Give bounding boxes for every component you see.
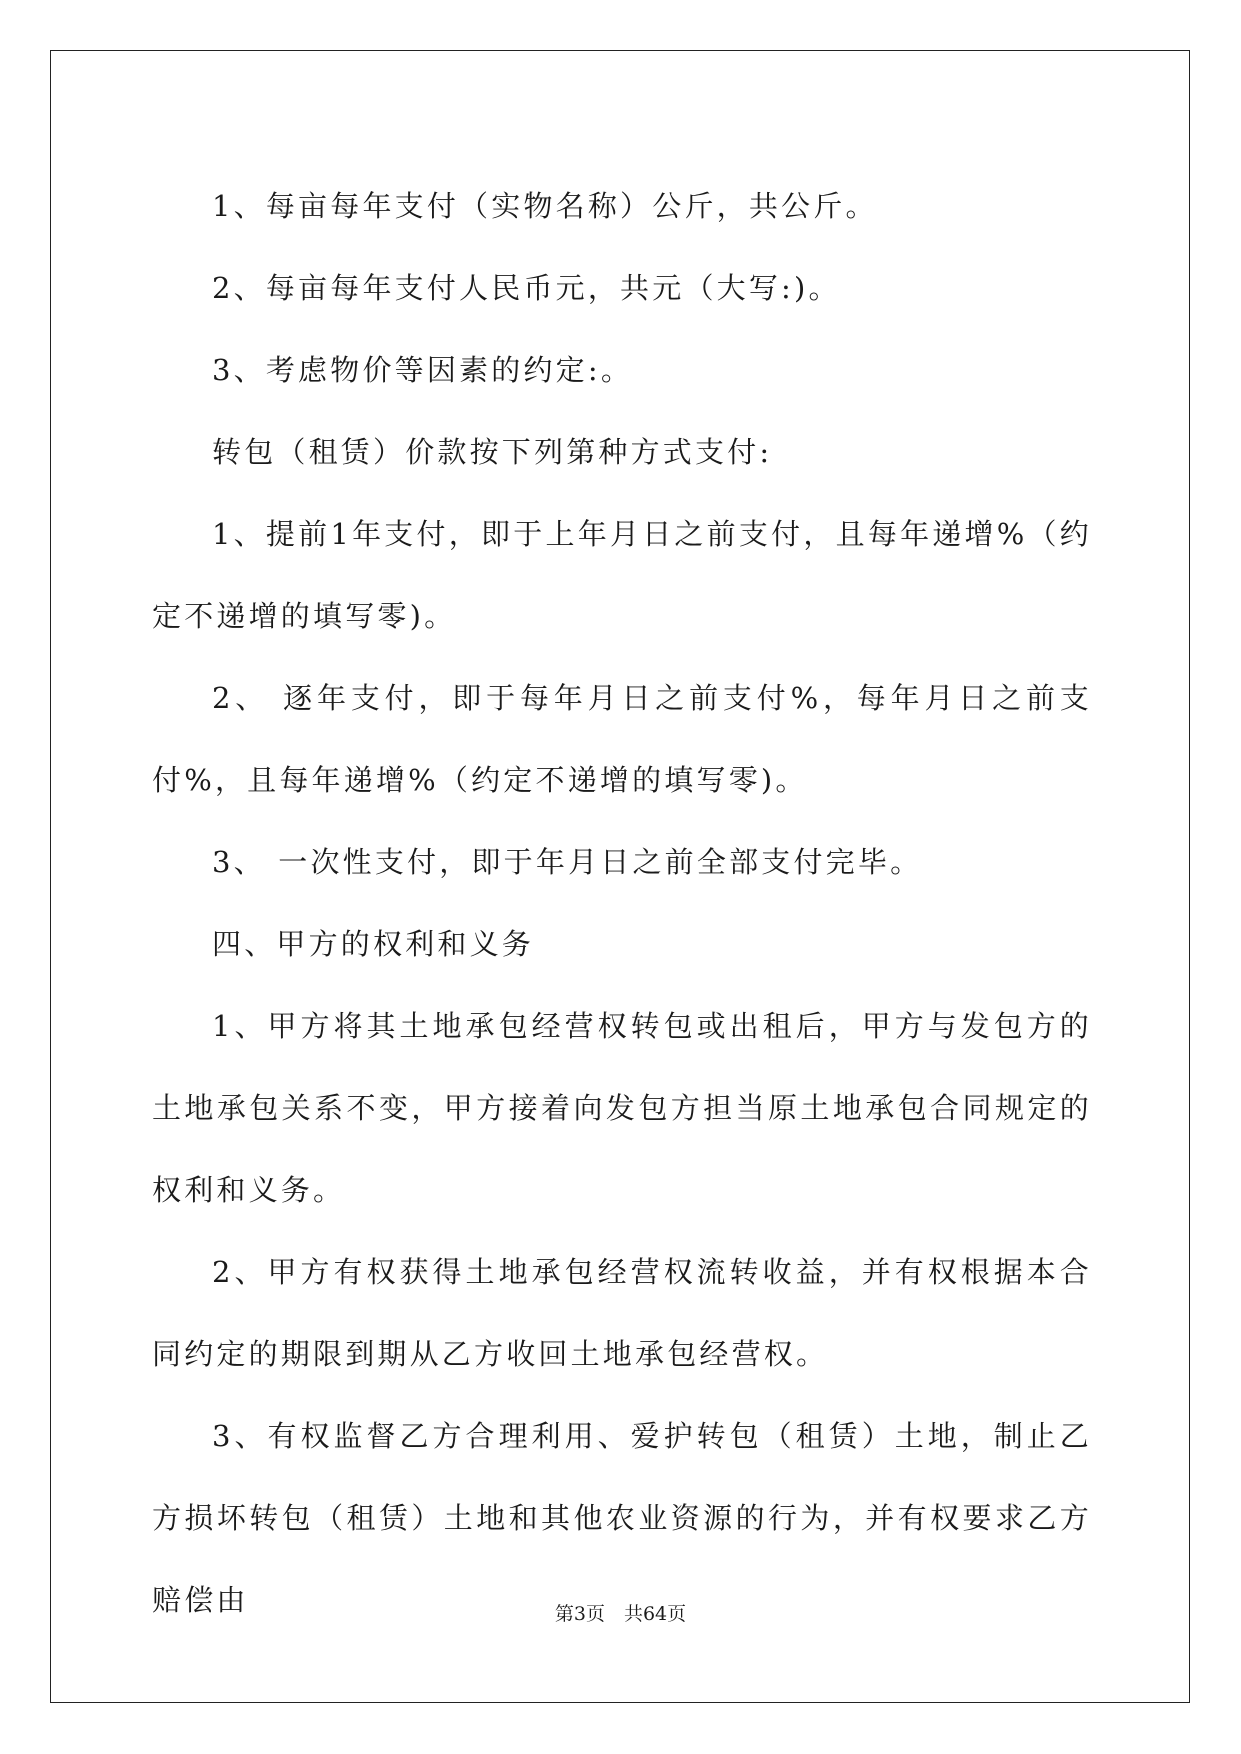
- document-body: [152, 165, 1092, 1641]
- paragraph: 3、 一次性支付，即于年月日之前全部支付完毕。: [212, 845, 923, 879]
- paragraph: 3、考虑物价等因素的约定:。: [212, 353, 634, 387]
- paragraph: 3、有权监督乙方合理利用、爱护转包（租赁）土地，制止乙方损坏转包（租赁）土地和其他农业资源的行为，并有权要求乙方赔偿由: [152, 1419, 1092, 1617]
- paragraph: 1、每亩每年支付（实物名称）公斤，共公斤。: [212, 189, 878, 223]
- paragraph: 2、甲方有权获得土地承包经营权流转收益，并有权根据本合同约定的期限到期从乙方收回土地承包经营权。: [152, 1255, 1092, 1371]
- paragraph: 1、提前1年支付，即于上年月日之前支付，且每年递增%（约定不递增的填写零)。: [152, 517, 1092, 633]
- paragraph: 1、甲方将其土地承包经营权转包或出租后，甲方与发包方的土地承包关系不变，甲方接着向发包方担当原土地承包合同规定的权利和义务。: [152, 1009, 1092, 1207]
- paragraph: 转包（租赁）价款按下列第种方式支付:: [212, 435, 773, 469]
- page-number: 第3页 共64页: [554, 1603, 687, 1625]
- paragraph: 2、每亩每年支付人民币元，共元（大写:)。: [212, 271, 841, 305]
- paragraph: 2、 逐年支付，即于每年月日之前支付%，每年月日之前支付%，且每年递增%（约定不递增的填写零)。: [152, 681, 1092, 797]
- section-heading: 四、甲方的权利和义务: [212, 927, 535, 961]
